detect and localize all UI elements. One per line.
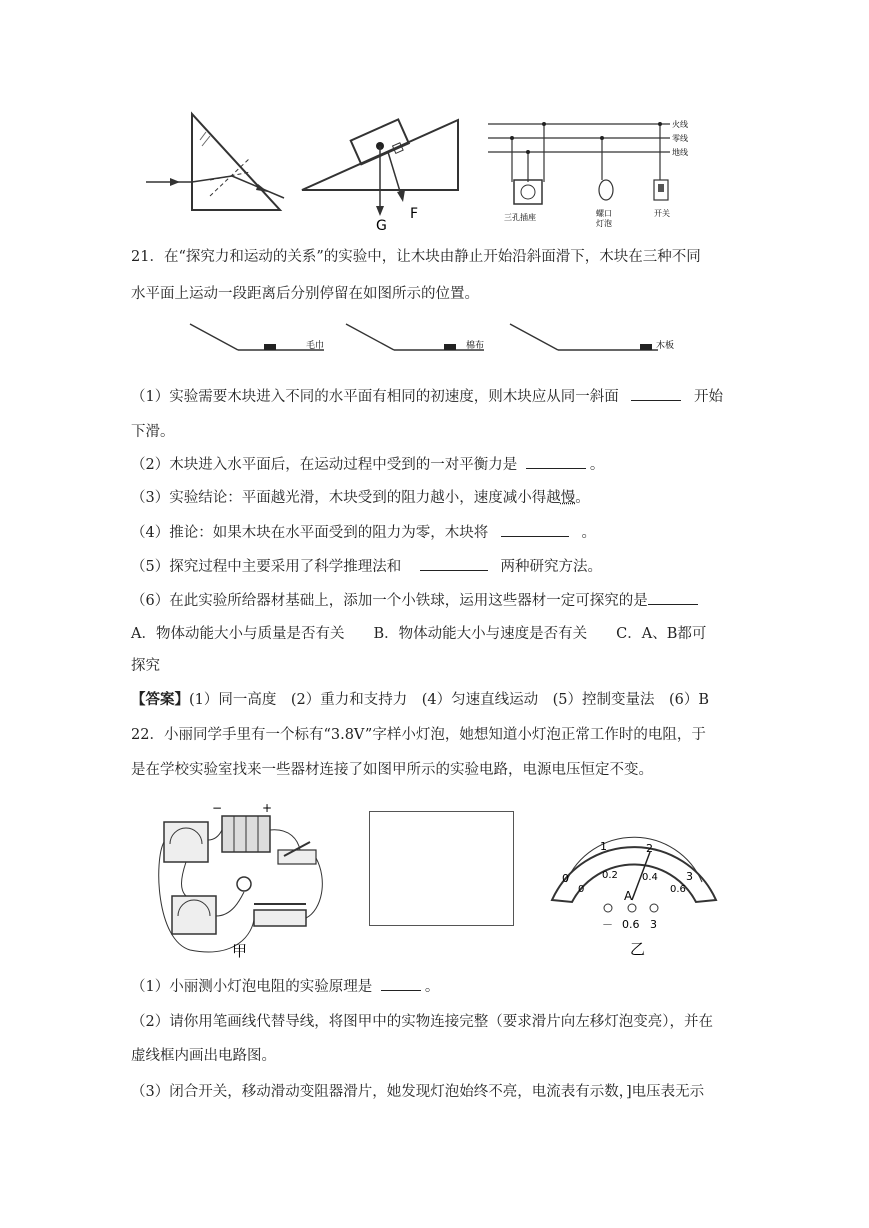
q21-part4	[131, 522, 596, 543]
q21-part1-text: （1）实验需要木块进入不同的水平面有相同的初速度，则木块应从同一斜面	[131, 389, 619, 405]
meter-unit-label: A	[624, 889, 633, 903]
q21-options-cont: 探究	[131, 658, 160, 674]
q21-part2-text: （2）木块进入水平面后，在运动过程中受到的一对平衡力是	[131, 457, 518, 473]
q22-part1-blank[interactable]	[381, 976, 421, 991]
block-on-towel	[264, 344, 276, 350]
q22-stem-line2: 是在学校实验室找来一些器材连接了如图甲所示的实验电路，电源电压恒定不变。	[131, 762, 653, 778]
socket-label: 三孔插座	[504, 213, 536, 222]
q21-part2-blank[interactable]	[526, 454, 586, 469]
q21-part1	[131, 386, 723, 407]
q21-part3	[131, 488, 590, 508]
top-scale-0: 0	[562, 872, 569, 885]
q22-part2-line2: 虚线框内画出电路图。	[131, 1048, 276, 1064]
ground-wire-label: 地线	[672, 148, 688, 157]
q21-part1-blank[interactable]	[631, 386, 681, 401]
q21-part3-tail: 。	[575, 490, 590, 506]
answer-text: (1）同一高度 (2）重力和支持力 (4）匀速直线运动 (5）控制变量法 (6）B	[189, 692, 710, 708]
ammeter-icon	[172, 896, 216, 934]
q22-part1-text: （1）小丽测小灯泡电阻的实验原理是	[131, 979, 373, 995]
q21-part6-blank[interactable]	[648, 590, 698, 605]
rheostat-icon	[254, 910, 306, 926]
surface-label-towel: 毛巾	[306, 341, 325, 351]
cotton-surface	[346, 324, 484, 351]
surfaces-figure	[188, 322, 698, 358]
fig-jia-label: 甲	[232, 942, 248, 960]
towel-surface	[190, 324, 324, 351]
lamp-icon	[237, 877, 251, 891]
prism-refraction-figure	[140, 110, 290, 215]
top-scale-2: 2	[646, 842, 653, 855]
knife-switch-icon	[278, 850, 316, 864]
top-scale-1: 1	[600, 840, 607, 853]
svg-text:+: +	[262, 801, 273, 815]
q21-stem-line2: 水平面上运动一段距离后分别停留在如图所示的位置。	[131, 286, 479, 302]
q22-stem-line1: 22．小丽同学手里有一个标有“3.8V”字样小灯泡，她想知道小灯泡正常工作时的电阻，于	[131, 727, 706, 743]
q21-part4-blank[interactable]	[501, 522, 569, 537]
bulb-label-line1: 螺口	[596, 209, 612, 218]
incline-force-figure	[298, 112, 468, 232]
switch-label: 开关	[654, 209, 670, 218]
q21-part5-tail: 两种研究方法。	[500, 559, 602, 575]
bottom-scale-3: 0.6	[670, 884, 686, 895]
circuit-diagram-box[interactable]	[369, 811, 514, 926]
surface-label-wood: 木板	[656, 341, 675, 351]
svg-text:−: −	[212, 801, 223, 815]
q21-part2-tail: 。	[589, 457, 605, 473]
circuit-photo-figure-jia	[150, 800, 330, 960]
q22-part3-line1: （3）闭合开关，移动滑动变阻器滑片，她发现灯泡始终不亮，电流表有示数，]电压表无示	[131, 1084, 705, 1100]
household-circuit-figure	[484, 112, 704, 230]
terminal-0-6: 0.6	[622, 918, 640, 931]
q21-part1-tail: 开始	[693, 389, 723, 405]
q21-part3-text: （3）实验结论：平面越光滑，木块受到的阻力越小，速度减小得越	[131, 490, 561, 506]
q22-part2-line1: （2）请你用笔画线代替导线，将图甲中的实物连接完整（要求滑片向左移灯泡变亮），并在	[131, 1014, 713, 1030]
answer-label: 【答案】	[131, 691, 189, 708]
terminal-negative: －	[602, 918, 613, 931]
q21-part4-text: （4）推论：如果木块在水平面受到的阻力为零，木块将	[131, 525, 489, 541]
q21-part6-text: （6）在此实验所给器材基础上，添加一个小铁球，运用这些器材一定可探究的是	[131, 593, 648, 609]
q21-part1-cont: 下滑。	[131, 424, 175, 440]
block-on-cotton	[444, 344, 456, 350]
ammeter-dial-figure-yi	[546, 808, 722, 958]
force-g-label: G	[376, 218, 387, 232]
top-scale-3: 3	[686, 870, 693, 883]
screw-bulb-icon	[599, 180, 613, 200]
q22-part1	[131, 976, 439, 997]
q22-part1-tail: 。	[424, 979, 440, 995]
q21-part2	[131, 454, 604, 475]
bottom-scale-2: 0.4	[642, 872, 658, 883]
force-f-label: F	[410, 206, 419, 222]
q21-options: A．物体动能大小与质量是否有关 B．物体动能大小与速度是否有关 C．A、B都可	[131, 626, 707, 642]
bulb-label-line2: 灯泡	[596, 219, 612, 228]
neutral-wire-label: 零线	[672, 134, 688, 143]
q21-part5	[131, 556, 602, 577]
bottom-scale-1: 0.2	[602, 870, 618, 881]
surface-label-cotton: 棉布	[466, 341, 485, 351]
three-pin-socket-icon	[514, 180, 542, 204]
q21-stem-line1: 21．在“探究力和运动的关系”的实验中，让木块由静止开始沿斜面滑下，木块在三种不同	[131, 249, 701, 265]
q21-part5-text: （5）探究过程中主要采用了科学推理法和	[131, 559, 402, 575]
q21-answer	[131, 690, 709, 710]
q21-part3-emph: 慢	[560, 490, 576, 506]
live-wire-label: 火线	[672, 120, 688, 129]
fig-yi-label: 乙	[630, 940, 646, 958]
block-on-wood	[640, 344, 652, 350]
wood-surface	[510, 324, 674, 351]
q21-part4-tail: 。	[581, 525, 596, 541]
q21-part6	[131, 590, 698, 611]
q21-part5-blank[interactable]	[420, 556, 488, 571]
terminal-3: 3	[650, 918, 657, 931]
bottom-scale-0: 0	[578, 884, 585, 895]
